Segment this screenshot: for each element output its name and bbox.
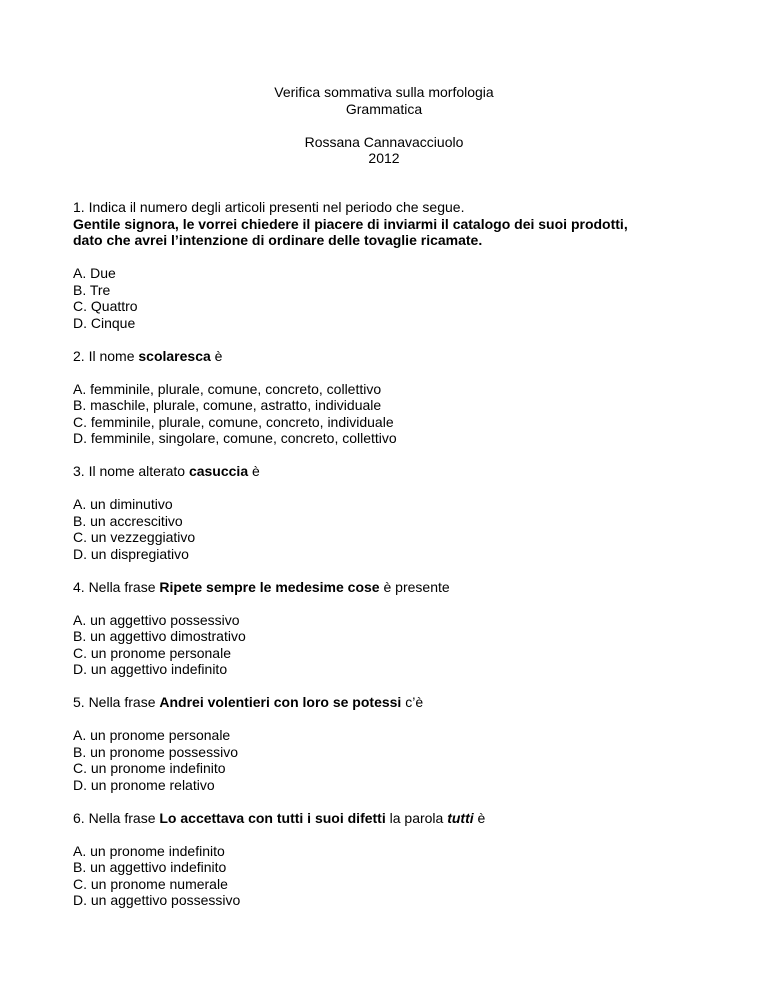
stem-keyword: casuccia <box>188 463 249 479</box>
stem-text: 2. Il nome <box>73 347 139 364</box>
answer-option-a: A. femminile, plurale, comune, concreto, collettivo <box>73 380 382 397</box>
answer-option-b: B. Tre <box>73 281 111 298</box>
question-stem <box>73 810 703 827</box>
answer-option-b: B. un aggettivo indefinito <box>73 859 227 875</box>
stem-text: 4. Nella frase <box>73 578 160 595</box>
answer-option-b: B. maschile, plurale, comune, astratto, individuale <box>73 397 382 413</box>
question-4 <box>73 579 703 678</box>
stem-text: 5. Nella frase <box>73 694 160 710</box>
stem-text: 3. Il nome alterato <box>73 463 189 479</box>
answer-option-a: A. Due <box>73 265 116 281</box>
answer-option-d: D. un dispregiativo <box>73 545 189 562</box>
question-stem: 1. Indica il numero degli articoli presenti nel periodo che segue. <box>73 199 465 215</box>
answer-option-d: D. Cinque <box>73 314 136 331</box>
question-passage-line: Gentile signora, le vorrei chiedere il piacere di inviarmi il catalogo dei suoi prodotti, <box>73 215 628 232</box>
question-passage-line: dato che avrei l’intenzione di ordinare delle tovaglie ricamate. <box>73 232 483 248</box>
document-title: Verifica sommativa sulla morfologia <box>274 84 494 100</box>
answer-option-d: D. un aggettivo indefinito <box>73 661 228 677</box>
stem-text: c’è <box>401 694 424 710</box>
document-year: 2012 <box>368 150 400 166</box>
question-3 <box>73 463 703 562</box>
stem-text: la parola <box>385 809 448 826</box>
question-stem <box>73 694 703 711</box>
stem-target-word: tutti <box>447 809 474 826</box>
question-stem <box>73 348 703 365</box>
stem-keyword: scolaresca <box>138 347 211 364</box>
stem-text: è <box>210 347 223 364</box>
answer-option-b: B. un accrescitivo <box>73 512 183 529</box>
answer-option-c: C. un pronome numerale <box>73 875 228 892</box>
answer-option-d: D. un pronome relativo <box>73 776 215 793</box>
question-5 <box>73 694 703 793</box>
answer-option-a: A. un aggettivo possessivo <box>73 611 240 628</box>
stem-text: è <box>248 463 260 479</box>
document-subtitle: Grammatica <box>345 100 423 117</box>
questions-list <box>73 199 703 909</box>
answer-option-a: A. un diminutivo <box>73 496 173 512</box>
answer-option-c: C. un pronome indefinito <box>73 760 226 776</box>
question-1 <box>73 199 703 331</box>
answer-option-c: C. femminile, plurale, comune, concreto, individuale <box>73 413 394 430</box>
stem-text: è <box>473 809 486 826</box>
answer-option-c: C. un vezzeggiativo <box>73 529 196 545</box>
answer-option-d: D. un aggettivo possessivo <box>73 892 241 908</box>
author-name: Rossana Cannavacciuolo <box>304 133 464 150</box>
answer-option-c: C. un pronome personale <box>73 644 231 661</box>
stem-keyword: Ripete sempre le medesime cose <box>159 578 380 595</box>
answer-option-d: D. femminile, singolare, comune, concreto, collettivo <box>73 430 397 446</box>
question-stem <box>73 579 703 596</box>
answer-option-a: A. un pronome personale <box>73 727 231 743</box>
answer-option-b: B. un aggettivo dimostrativo <box>73 628 246 644</box>
answer-option-c: C. Quattro <box>73 298 138 314</box>
question-stem <box>73 463 703 480</box>
stem-text: 6. Nella frase <box>73 809 160 826</box>
stem-keyword: Lo accettava con tutti i suoi difetti <box>159 809 386 826</box>
question-2 <box>73 348 703 447</box>
answer-option-b: B. un pronome possessivo <box>73 743 238 760</box>
stem-text: è presente <box>379 578 450 595</box>
document-header <box>0 84 768 167</box>
answer-option-a: A. un pronome indefinito <box>73 842 225 859</box>
stem-keyword: Andrei volentieri con loro se potessi <box>159 694 402 710</box>
question-6 <box>73 810 703 909</box>
